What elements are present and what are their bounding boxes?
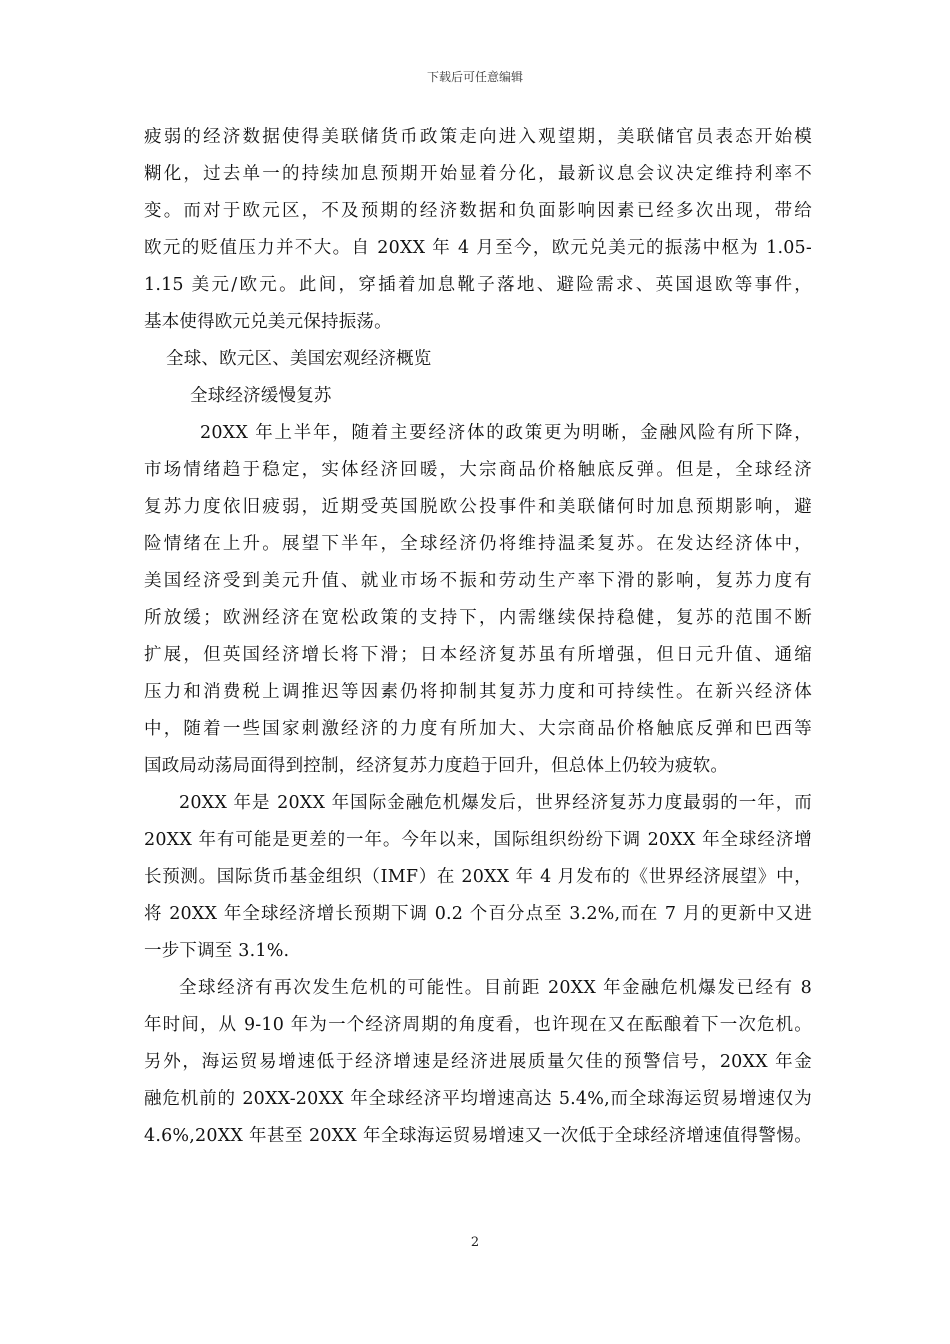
text-line: 美国经济受到美元升值、就业市场不振和劳动生产率下滑的影响，复苏力度有 bbox=[144, 571, 812, 591]
text-line: 将 20XX 年全球经济增长预期下调 0.2 个百分点至 3.2%,而在 7 月的更新中又进 bbox=[144, 904, 812, 924]
paragraph-2 bbox=[144, 415, 812, 785]
text-line: 20XX 年有可能是更差的一年。今年以来，国际组织纷纷下调 20XX 年全球经济增 bbox=[144, 830, 812, 850]
text-line: 长预测。国际货币基金组织（IMF）在 20XX 年 4 月发布的《世界经济展望》中， bbox=[144, 867, 812, 887]
document-body bbox=[144, 119, 812, 1155]
text-line: 欧元的贬值压力并不大。自 20XX 年 4 月至今，欧元兑美元的振荡中枢为 1.05- bbox=[144, 238, 812, 258]
text-line: 疲弱的经济数据使得美联储货币政策走向进入观望期，美联储官员表态开始模 bbox=[144, 127, 812, 147]
text-line: 融危机前的 20XX-20XX 年全球经济平均增速高达 5.4%,而全球海运贸易增速仅为 bbox=[144, 1089, 812, 1109]
text-line: 市场情绪趋于稳定，实体经济回暖，大宗商品价格触底反弹。但是，全球经济 bbox=[144, 460, 812, 480]
text-line: 中，随着一些国家刺激经济的力度有所加大、大宗商品价格触底反弹和巴西等 bbox=[144, 719, 812, 739]
text-line: 基本使得欧元兑美元保持振荡。 bbox=[144, 312, 392, 332]
text-line: 另外，海运贸易增速低于经济增速是经济进展质量欠佳的预警信号，20XX 年金 bbox=[144, 1052, 812, 1072]
paragraph-4 bbox=[144, 970, 812, 1155]
text-line: 1.15 美元/欧元。此间，穿插着加息靴子落地、避险需求、英国退欧等事件， bbox=[144, 275, 812, 295]
section-heading: 全球、欧元区、美国宏观经济概览 bbox=[166, 349, 432, 369]
text-line: 糊化，过去单一的持续加息预期开始显着分化，最新议息会议决定维持利率不 bbox=[144, 164, 812, 184]
text-line: 20XX 年是 20XX 年国际金融危机爆发后，世界经济复苏力度最弱的一年，而 bbox=[179, 793, 812, 813]
text-line: 压力和消费税上调推迟等因素仍将抑制其复苏力度和可持续性。在新兴经济体 bbox=[144, 682, 812, 702]
page-number: 2 bbox=[470, 1235, 480, 1250]
text-line: 4.6%,20XX 年甚至 20XX 年全球海运贸易增速又一次低于全球经济增速值得警惕。 bbox=[144, 1126, 812, 1146]
paragraph-1 bbox=[144, 119, 812, 341]
text-line: 年时间，从 9-10 年为一个经济周期的角度看，也许现在又在酝酿着下一次危机。 bbox=[144, 1015, 812, 1035]
text-line: 国政局动荡局面得到控制，经济复苏力度趋于回升，但总体上仍较为疲软。 bbox=[144, 756, 729, 776]
text-line: 扩展，但英国经济增长将下滑；日本经济复苏虽有所增强，但日元升值、通缩 bbox=[144, 645, 812, 665]
paragraph-3 bbox=[144, 785, 812, 970]
text-line: 变。而对于欧元区，不及预期的经济数据和负面影响因素已经多次出现，带给 bbox=[144, 201, 812, 221]
text-line: 全球经济有再次发生危机的可能性。目前距 20XX 年金融危机爆发已经有 8 bbox=[179, 978, 812, 998]
text-line: 所放缓；欧洲经济在宽松政策的支持下，内需继续保持稳健，复苏的范围不断 bbox=[144, 608, 812, 628]
text-line: 复苏力度依旧疲弱，近期受英国脱欧公投事件和美联储何时加息预期影响，避 bbox=[144, 497, 812, 517]
text-line: 险情绪在上升。展望下半年，全球经济仍将维持温柔复苏。在发达经济体中， bbox=[144, 534, 812, 554]
page-header: 下载后可任意编辑 bbox=[426, 70, 523, 84]
text-line: 20XX 年上半年，随着主要经济体的政策更为明晰，金融风险有所下降， bbox=[200, 423, 812, 443]
subsection-heading: 全球经济缓慢复苏 bbox=[190, 386, 332, 406]
text-line: 一步下调至 3.1%. bbox=[144, 941, 290, 961]
